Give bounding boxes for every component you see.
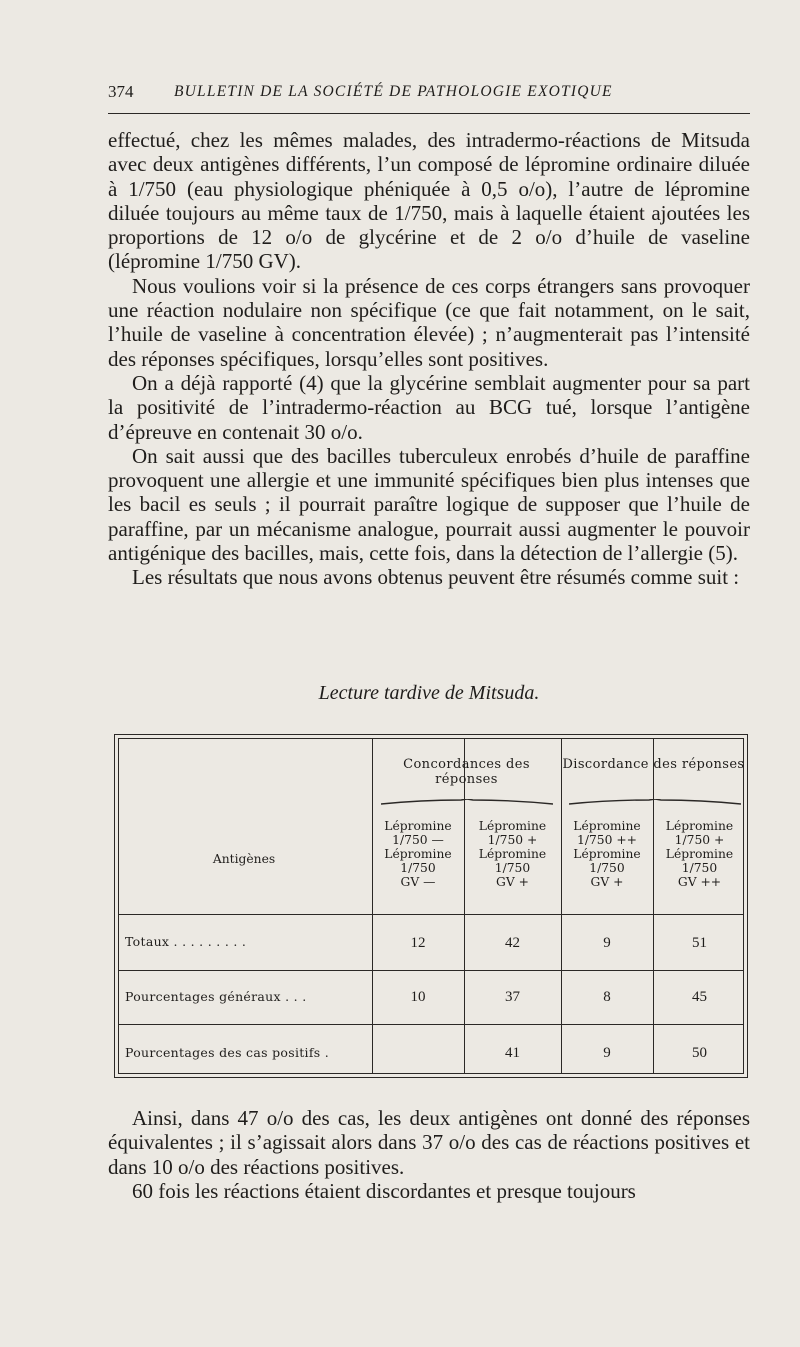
table-column-divider xyxy=(653,739,654,1073)
column-header-line: GV + xyxy=(496,875,529,889)
column-header xyxy=(653,819,746,889)
column-header-line: Lépromine xyxy=(478,847,547,861)
column-header xyxy=(561,819,653,889)
table-column-divider xyxy=(372,739,373,1073)
table-cell: 41 xyxy=(505,1045,520,1061)
column-header-line: Lépromine xyxy=(478,819,547,833)
table-cell: 51 xyxy=(692,935,707,951)
column-header-line: GV ++ xyxy=(677,875,722,889)
column-header-line: Lépromine xyxy=(384,819,452,833)
table-cell: 50 xyxy=(692,1045,707,1061)
column-header-line: 1/750 ++ xyxy=(577,833,637,847)
column-header xyxy=(464,819,561,889)
header-rule xyxy=(108,113,750,114)
row-label-pourcentages-cas-positifs: Pourcentages des cas positifs . xyxy=(125,1045,330,1060)
table-caption: Lecture tardive de Mitsuda. xyxy=(318,682,540,704)
row-label-pourcentages-generaux: Pourcentages généraux . . . xyxy=(125,989,307,1004)
body-text-top xyxy=(108,128,750,590)
column-header-line: Lépromine xyxy=(573,819,641,833)
column-header-line: 1/750 xyxy=(681,861,718,875)
table-cell: 9 xyxy=(603,1045,611,1061)
row-label-totaux: Totaux . . . . . . . . . xyxy=(125,934,247,949)
table-row-rule xyxy=(119,970,743,971)
column-header-line: Lépromine xyxy=(573,847,641,861)
group-brace xyxy=(381,799,553,805)
table-cell: 45 xyxy=(692,989,707,1005)
table-column-divider xyxy=(464,739,465,1073)
running-head xyxy=(108,82,750,106)
table-header-rule xyxy=(119,914,743,915)
column-header-line: Lépromine xyxy=(665,819,734,833)
table-inner-frame xyxy=(118,738,744,1074)
column-header-line: 1/750 xyxy=(494,861,531,875)
paragraph: On sait aussi que des bacilles tuberculeux enrobés d’huile de paraffine provoquent une allergie et une immunité spécifiques bien plus intenses que les bacil es seuls ; il pourrait paraître logique de supposer que l’huile de paraffine, par un mécanisme analogue, pourrait aussi augmenter le pouvoir antigénique des bacilles, mais, cette fois, dans la détection de l’allergie (5). xyxy=(108,443,750,566)
body-text-bottom xyxy=(108,1106,750,1203)
table-row-rule xyxy=(119,1024,743,1025)
table-cell: 12 xyxy=(410,935,426,951)
table-column-divider xyxy=(561,739,562,1073)
column-header xyxy=(372,819,464,889)
table-cell: 8 xyxy=(603,989,611,1005)
column-header-line: GV + xyxy=(590,875,624,889)
antigen-header: Antigènes xyxy=(212,852,276,866)
paragraph: Ainsi, dans 47 o/o des cas, les deux antigènes ont donné des réponses équivalentes ; il s’agissait alors dans 37 o/o des cas de réactions positives et dans 10 o/o des réactions positives. xyxy=(108,1106,750,1179)
group-header-discordance: Discordance des réponses xyxy=(562,757,745,772)
column-header-line: 1/750 — xyxy=(392,833,444,847)
group-header-concordances: Concordances des réponses xyxy=(403,757,530,787)
column-header-line: 1/750 + xyxy=(674,833,725,847)
paragraph: effectué, chez les mêmes malades, des intradermo-réactions de Mitsuda avec deux antigènes différents, l’un composé de lépromine ordinaire diluée à 1/750 (eau physiologique phéniquée à 0,5 o/o), l’autre de lépromine diluée toujours au même taux de 1/750, mais à laquelle étaient ajoutées les proportions de 12 o/o de glycérine et de 2 o/o d’huile de vaseline (lépromine 1/750 GV). xyxy=(108,128,750,274)
page-number: 374 xyxy=(108,82,134,101)
column-header-line: 1/750 xyxy=(400,861,436,875)
table-cell: 42 xyxy=(505,935,520,951)
paragraph: On a déjà rapporté (4) que la glycérine semblait augmenter pour sa part la positivité de l’intradermo-réaction au BCG tué, lorsque l’antigène d’épreuve en contenait 30 o/o. xyxy=(108,370,750,444)
table-cell: 37 xyxy=(505,989,520,1005)
column-header-line: GV — xyxy=(400,875,436,889)
paragraph: Nous voulions voir si la présence de ces corps étrangers sans provoquer une réaction nodulaire non spécifique (ce que fait notamment, on le sait, l’huile de vaseline à concentration élevée) ; n’augmenterait pas l’intensité des réponses spécifiques, lorsqu’elles sont positives. xyxy=(108,273,750,371)
group-brace xyxy=(569,799,741,805)
paragraph: Les résultats que nous avons obtenus peuvent être résumés comme suit : xyxy=(132,565,740,590)
table-cell: 9 xyxy=(603,935,611,951)
results-table xyxy=(114,734,748,1078)
column-header-line: Lépromine xyxy=(384,847,452,861)
column-header-line: Lépromine xyxy=(665,847,734,861)
journal-title: BULLETIN DE LA SOCIÉTÉ DE PATHOLOGIE EXOTIQUE xyxy=(174,83,613,100)
table-cell: 10 xyxy=(410,989,426,1005)
column-header-line: 1/750 + xyxy=(487,833,538,847)
column-header-line: 1/750 xyxy=(589,861,625,875)
paragraph: 60 fois les réactions étaient discordantes et presque toujours xyxy=(132,1178,636,1203)
